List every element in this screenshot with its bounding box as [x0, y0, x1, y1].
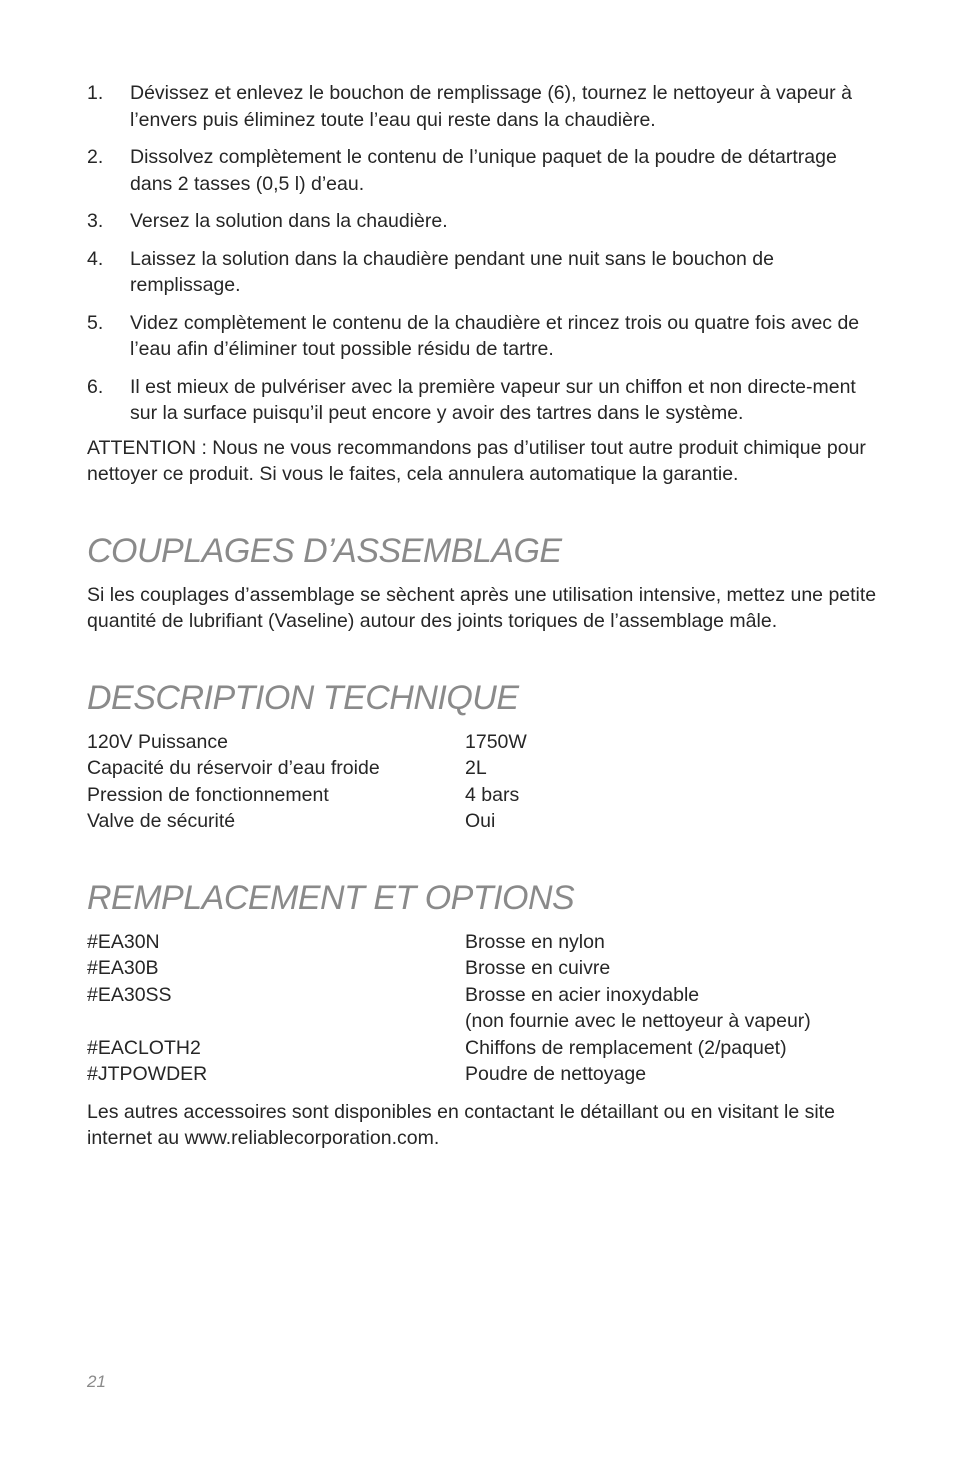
part-description: (non fournie avec le nettoyeur à vapeur) — [465, 1010, 811, 1032]
table-row — [87, 955, 877, 982]
spec-value: 1750W — [465, 730, 527, 753]
list-item — [87, 246, 877, 299]
step-number: 1. — [87, 82, 104, 104]
list-item — [87, 80, 877, 133]
spec-table — [87, 729, 877, 835]
spec-value: 2L — [465, 757, 487, 779]
step-text: Laissez la solution dans la chaudière pendant une nuit sans le bouchon de remplissage. — [130, 247, 774, 296]
part-description: Chiffons de remplacement (2/paquet) — [465, 1036, 787, 1059]
step-number: 4. — [87, 247, 104, 270]
section-title-remplacement: REMPLACEMENT ET OPTIONS — [87, 878, 575, 917]
spec-value: Oui — [465, 810, 496, 832]
table-row — [87, 729, 877, 756]
part-code: #JTPOWDER — [87, 1063, 208, 1085]
part-code: #EA30SS — [87, 983, 172, 1006]
step-text: Dissolvez complètement le contenu de l’unique paquet de la poudre de détartrage dans 2 tasses (0,5 l) d’eau. — [130, 146, 837, 195]
spec-label: Capacité du réservoir d’eau froide — [87, 757, 380, 779]
table-row — [87, 929, 877, 956]
part-code — [87, 1008, 465, 1035]
section-title-description: DESCRIPTION TECHNIQUE — [87, 678, 519, 717]
step-number: 2. — [87, 146, 104, 168]
parts-table — [87, 929, 877, 1088]
list-item — [87, 310, 877, 363]
table-row — [87, 1035, 877, 1062]
list-item — [87, 144, 877, 197]
part-description: Brosse en cuivre — [465, 957, 611, 979]
part-description: Poudre de nettoyage — [465, 1063, 647, 1085]
table-row — [87, 755, 877, 782]
step-text: Dévissez et enlevez le bouchon de remplissage (6), tournez le nettoyeur à vapeur à l’envers puis éliminez toute l’eau qui reste dans la chaudière. — [130, 82, 852, 131]
step-text: Il est mieux de pulvériser avec la première vapeur sur un chiffon et non directe-ment sur la surface puisqu’il peut encore y avoir des tartres dans le système. — [130, 375, 856, 424]
step-text: Versez la solution dans la chaudière. — [130, 210, 448, 232]
accessories-footer-text: Les autres accessoires sont disponibles en contactant le détaillant ou en visitant le site internet au www.reliablecorporation.com. — [87, 1100, 835, 1149]
couplages-text: Si les couplages d’assemblage se sèchent après une utilisation intensive, mettez une petite quantité de lubrifiant (Vaseline) autour des joints toriques de l’assemblage mâle. — [87, 583, 877, 632]
part-code: #EA30B — [87, 957, 159, 979]
attention-notice: ATTENTION : Nous ne vous recommandons pas d’utiliser tout autre produit chimique pour nettoyer ce produit. Si vous le faites, cela annulera automatique la garantie. — [87, 436, 866, 485]
table-row — [87, 982, 877, 1009]
section-title-couplages: COUPLAGES D’ASSEMBLAGE — [87, 531, 562, 570]
table-row — [87, 782, 877, 809]
step-number: 5. — [87, 311, 104, 334]
spec-label: Pression de fonctionnement — [87, 783, 329, 806]
spec-label: 120V Puissance — [87, 730, 228, 753]
table-row — [87, 808, 877, 835]
table-row — [87, 1008, 877, 1035]
spec-label: Valve de sécurité — [87, 810, 236, 832]
list-item — [87, 208, 877, 235]
step-text: Videz complètement le contenu de la chaudière et rincez trois ou quatre fois avec de l’eau afin d’éliminer tout possible résidu de tartre. — [130, 311, 860, 360]
page-number: 21 — [87, 1372, 106, 1391]
step-number: 3. — [87, 210, 104, 232]
part-description: Brosse en acier inoxydable — [465, 983, 700, 1006]
table-row — [87, 1061, 877, 1088]
part-description: Brosse en nylon — [465, 930, 605, 953]
part-code: #EACLOTH2 — [87, 1036, 201, 1059]
spec-value: 4 bars — [465, 783, 520, 806]
part-code: #EA30N — [87, 930, 160, 953]
descaling-steps-list — [87, 80, 877, 427]
page-content — [87, 80, 877, 1152]
list-item — [87, 374, 877, 427]
step-number: 6. — [87, 375, 104, 398]
